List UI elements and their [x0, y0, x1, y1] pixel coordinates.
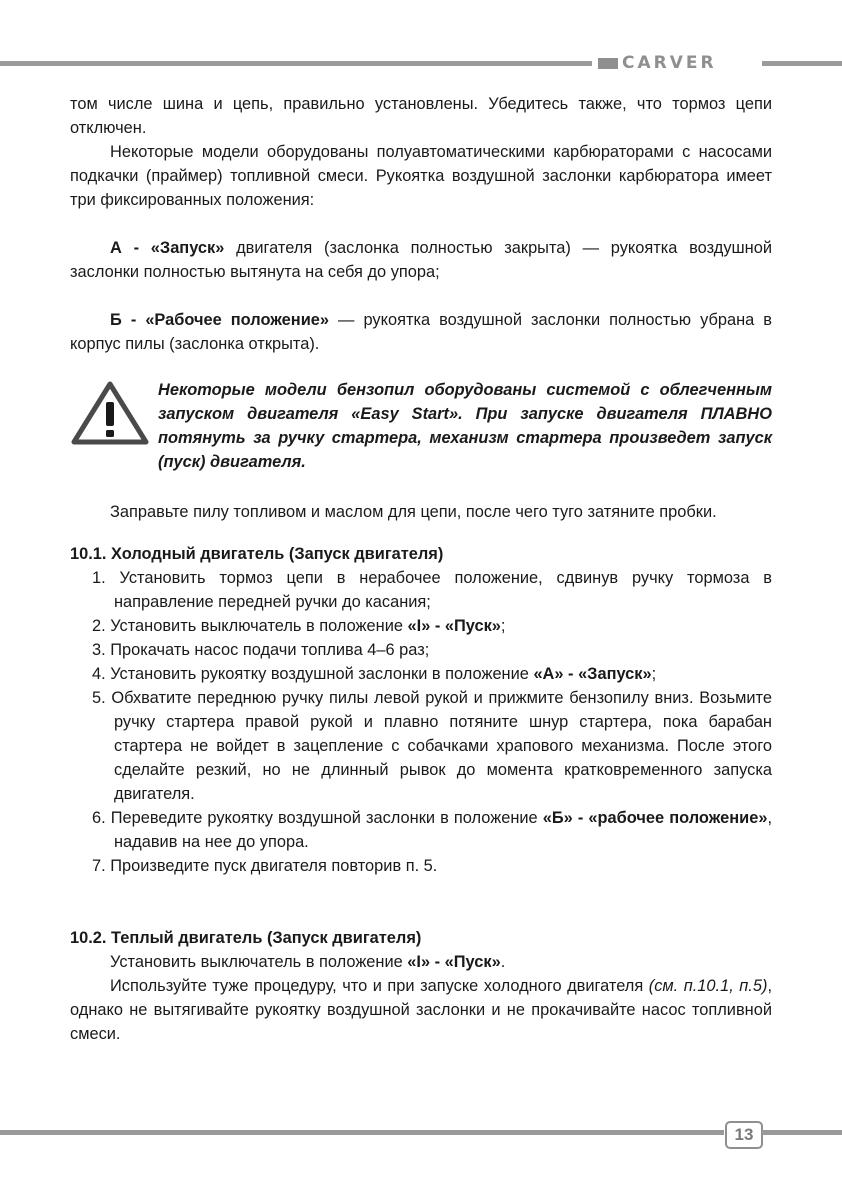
footer-rule-right: [762, 1130, 842, 1135]
position-b-label: Б - «Рабочее положение»: [110, 311, 330, 329]
page-content: [70, 92, 772, 1046]
header-rule-right: [762, 61, 842, 66]
section-warm-title: 10.2. Теплый двигатель (Запуск двигателя): [70, 929, 422, 947]
footer-rule-left: [0, 1130, 724, 1135]
list-item: 2. Установить выключатель в положение «I» - «Пуск»;: [92, 617, 506, 635]
carver-logo: [598, 52, 760, 74]
list-item: 5. Обхватите переднюю ручку пилы левой рукой и прижмите бензопилу вниз. Возьмите ручку стартера правой рукой и плавно потяните шнур стартера, пока барабан стартера не войдет в зацепление с собачками храпового механизма. После этого сделайте резкий, но не длинный рывок до момента кратковременного запуска двигателя.: [92, 689, 772, 803]
list-item: 1. Установить тормоз цепи в нерабочее положение, сдвинув ручку тормоза в направление передней ручки до касания;: [92, 569, 772, 611]
warm-start-line-2: Используйте туже процедуру, что и при запуске холодного двигателя (см. п.10.1, п.5), однако не вытягивайте рукоятку воздушной заслонки и не прокачивайте насос топливной смеси.: [70, 977, 772, 1043]
list-item: 7. Произведите пуск двигателя повторив п. 5.: [92, 857, 438, 875]
position-a-text: двигателя (заслонка полностью закрыта) — рукоятка воздушной заслонки полностью вытянута на себя до упора;: [70, 239, 772, 281]
position-b: [70, 308, 772, 356]
section-cold-title: 10.1. Холодный двигатель (Запуск двигателя): [70, 545, 444, 563]
position-a-label: А - «Запуск»: [110, 239, 225, 257]
position-b-text: — рукоятка воздушной заслонки полностью убрана в корпус пилы (заслонка открыта).: [70, 311, 773, 353]
list-item: 4. Установить рукоятку воздушной заслонки в положение «А» - «Запуск»;: [92, 665, 657, 683]
intro-paragraph-1: том числе шина и цепь, правильно установлены. Убедитесь также, что тормоз цепи отключен.: [70, 95, 772, 137]
intro-paragraph-2: Некоторые модели оборудованы полуавтоматическими карбюраторами с насосами подкачки (праймер) топливной смеси. Рукоятка воздушной заслонки карбюратора имеет три фиксированных положения:: [70, 143, 772, 209]
warm-start-line-1: Установить выключатель в положение «I» - «Пуск».: [110, 953, 506, 971]
header-rule-left: [0, 61, 592, 66]
list-item: 6. Переведите рукоятку воздушной заслонки в положение «Б» - «рабочее положение», надавив на нее до упора.: [92, 809, 772, 851]
position-a: [70, 236, 772, 284]
warning-text: Некоторые модели бензопил оборудованы системой с облегченным запуском двигателя «Easy Start». При запуске двигателя ПЛАВНО потянуть за ручку стартера, механизм стартера произведет запуск (пуск) двигателя.: [158, 381, 772, 471]
warning-triangle-icon: [70, 380, 150, 453]
fuel-paragraph: Заправьте пилу топливом и маслом для цепи, после чего туго затяните пробки.: [110, 503, 717, 521]
cold-start-steps: [70, 566, 772, 878]
warning-block: [70, 378, 772, 474]
brand-name: CARVER: [622, 53, 717, 73]
logo-mark-icon: [598, 58, 618, 69]
list-item: 3. Прокачать насос подачи топлива 4–6 раз;: [92, 641, 430, 659]
page-number: 13: [725, 1121, 763, 1149]
